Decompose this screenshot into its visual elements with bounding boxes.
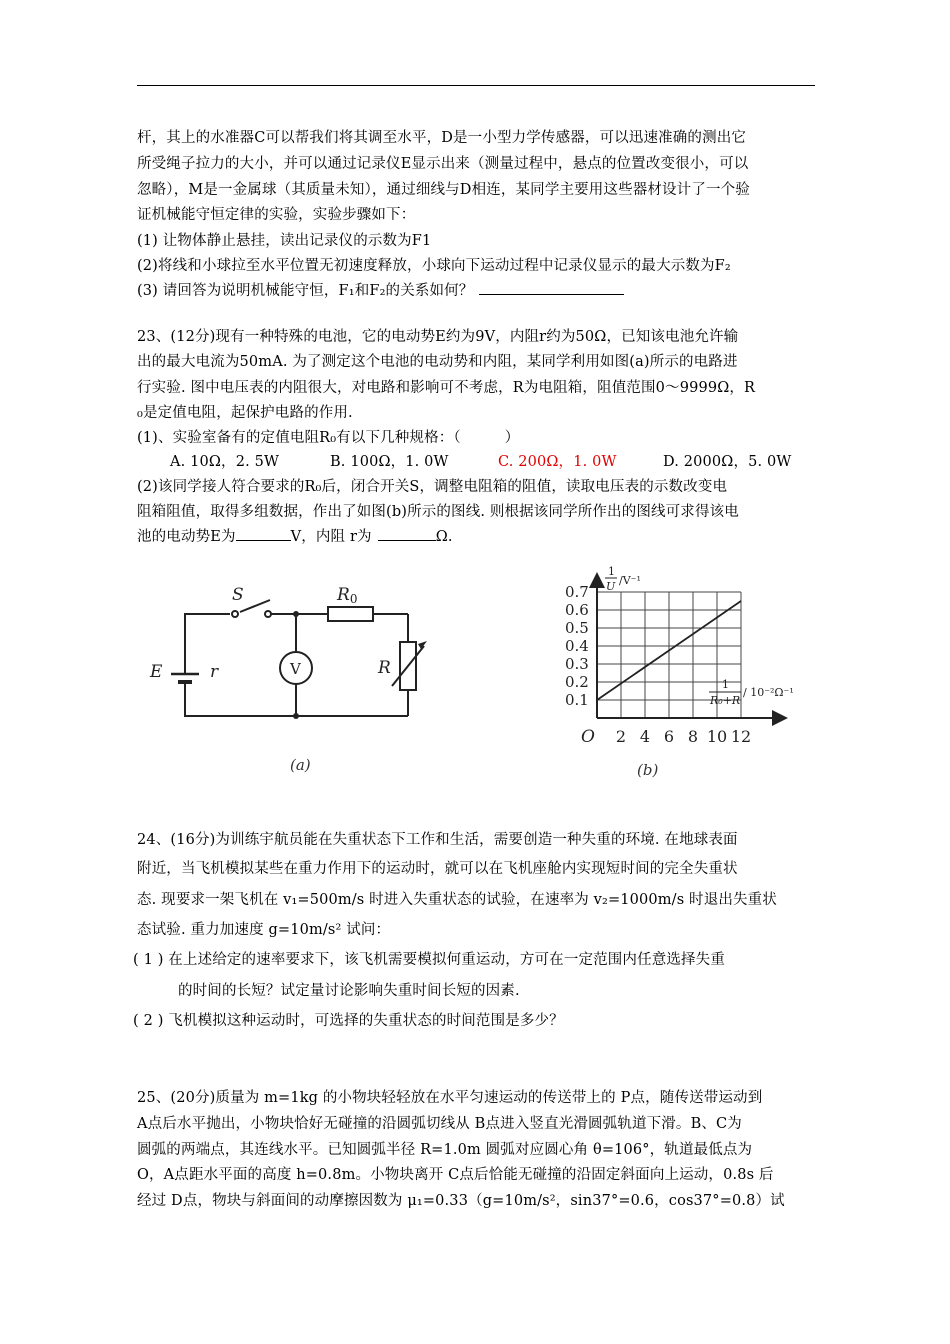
x-tick-label: 8 [687, 727, 699, 746]
y-label-numerator: 1 [608, 565, 615, 578]
p25-line-1: 25、(20分)质量为 m=1kg 的小物块轻轻放在水平匀速运动的传送带上的 P点，随传送带运动到 [137, 1090, 763, 1106]
label-internal-r: r [210, 662, 219, 682]
x-tick-label: 12 [730, 727, 752, 746]
junction-bottom [293, 713, 299, 719]
p25-line-4: O，A点距水平面的高度 h=0.8m。小物块离开 C点后恰能无碰撞的沿固定斜面向上运动，0.8s 后 [137, 1167, 774, 1183]
x-tick-label: 10 [706, 727, 728, 746]
p24-line-2: 附近，当飞机模拟某些在重力作用下的运动时，就可以在飞机座舱内实现短时间的完全失重状 [137, 861, 738, 877]
p24-question-1a: ( 1 ) 在上述给定的速率要求下，该飞机需要模拟何重运动，方可在一定范围内任意选择失重 [133, 952, 725, 968]
voltmeter-symbol: V [290, 660, 301, 678]
option-a: A. 10Ω，2. 5W [170, 454, 280, 470]
origin-label: O [581, 727, 595, 747]
y-tick-label: 0.1 [565, 691, 589, 709]
p25-line-5: 经过 D点，物块与斜面间的动摩擦因数为 μ₁=0.33（g=10m/s²，sin37°=0.6，cos37°=0.8）试 [137, 1193, 785, 1209]
y-label-unit: /V⁻¹ [619, 574, 641, 587]
caption-b: (b) [637, 761, 659, 779]
p22-line-2: 所受绳子拉力的大小，并可以通过记录仪E显示出来（测量过程中，悬点的位置改变很小，可以 [137, 156, 749, 172]
label-rheostat: R [378, 658, 391, 678]
x-label-unit: / 10⁻²Ω⁻¹ [743, 686, 794, 699]
switch-contact-right [265, 611, 271, 617]
x-tick-label: 6 [663, 727, 675, 746]
x-label-denominator: R₀+R [710, 694, 741, 707]
option-b: B. 100Ω，1. 0W [330, 454, 449, 470]
y-tick-label: 0.6 [565, 601, 589, 619]
x-tick-label: 4 [639, 727, 651, 746]
p23-line-1: 23、(12分)现有一种特殊的电池，它的电动势E约为9V，内阻r约为50Ω，已知该电池允许输 [137, 329, 739, 345]
p23-line-3: 行实验. 图中电压表的内阻很大，对电路和影响可不考虑，R为电阻箱，阻值范围0～9999Ω，R [137, 380, 756, 396]
p22-step-2: (2)将线和小球拉至水平位置无初速度释放，小球向下运动过程中记录仪显示的最大示数为F₂ [137, 258, 731, 274]
p23-question-2b: 阻箱阻值，取得多组数据，作出了如图(b)所示的图线. 则根据该同学所作出的图线可求得该电 [137, 504, 739, 520]
y-tick-label: 0.2 [565, 673, 589, 691]
switch-contact-left [232, 611, 238, 617]
p24-line-3: 态. 现要求一架飞机在 v₁=500m/s 时进入失重状态的试验，在速率为 v₂=1000m/s 时退出失重状 [137, 892, 777, 908]
label-switch: S [232, 585, 244, 605]
p22-line-4: 证机械能守恒定律的实验，实验步骤如下： [137, 207, 416, 223]
p24-question-1b: 的时间的长短？试定量讨论影响失重时间长短的因素. [178, 983, 520, 999]
x-label-numerator: 1 [722, 678, 729, 691]
caption-a: (a) [290, 756, 311, 774]
y-tick-label: 0.7 [565, 583, 589, 601]
p23-question-1: (1)、实验室备有的定值电阻R₀有以下几种规格：（ ） [137, 430, 520, 446]
p25-line-2: A点后水平抛出，小物块恰好无碰撞的沿圆弧切线从 B点进入竖直光滑圆弧轨道下滑。B、C为 [137, 1116, 742, 1132]
p23-line-4: ₀是定值电阻，起保护电路的作用. [137, 405, 353, 421]
p23-question-2c: 池的电动势E为 V，内阻 r为 Ω. [137, 526, 453, 548]
p24-question-2: ( 2 ) 飞机模拟这种运动时，可选择的失重状态的时间范围是多少？ [133, 1013, 564, 1029]
x-tick-label: 2 [615, 727, 627, 746]
p23-question-2a: (2)该同学接人符合要求的R₀后，闭合开关S，调整电阻箱的阻值，读取电压表的示数改变电 [137, 479, 728, 495]
emf-blank[interactable] [236, 526, 291, 541]
p22-line-3: 忽略），M是一金属球（其质量未知），通过细线与D相连，某同学主要用这些器材设计了一个验 [137, 182, 750, 198]
p23-line-2: 出的最大电流为50mA. 为了测定这个电池的电动势和内阻，某同学利用如图(a)所示的电路进 [137, 354, 738, 370]
header-rule [137, 85, 815, 86]
label-emf: E [150, 662, 163, 682]
junction-top [293, 611, 299, 617]
p22-step-1: (1) 让物体静止悬挂，读出记录仪的示数为F1 [137, 233, 432, 249]
y-tick-label: 0.4 [565, 637, 589, 655]
p22-step-3: (3) 请回答为说明机械能守恒，F₁和F₂的关系如何？ [137, 280, 624, 302]
option-c: C. 200Ω，1. 0W [498, 454, 617, 470]
y-label-denominator: U [606, 580, 616, 593]
y-tick-label: 0.3 [565, 655, 589, 673]
y-tick-label: 0.5 [565, 619, 589, 637]
p24-line-4: 态试验. 重力加速度 g=10m/s² 试问： [137, 922, 391, 938]
option-d: D. 2000Ω，5. 0W [663, 454, 792, 470]
p24-line-1: 24、(16分)为训练宇航员能在失重状态下工作和生活，需要创造一种失重的环境. 在地球表面 [137, 832, 738, 848]
graph-b [555, 560, 815, 810]
resistance-blank[interactable] [378, 526, 436, 541]
circuit-diagram [140, 570, 440, 790]
answer-blank[interactable] [479, 280, 624, 295]
label-r0: R0 [337, 585, 358, 606]
p25-line-3: 圆弧的两端点，其连线水平。已知圆弧半径 R=1.0m 圆弧对应圆心角 θ=106°，轨道最低点为 [137, 1142, 753, 1158]
p22-line-1: 杆，其上的水准器C可以帮我们将其调至水平，D是一小型力学传感器，可以迅速准确的测出它 [137, 130, 747, 146]
